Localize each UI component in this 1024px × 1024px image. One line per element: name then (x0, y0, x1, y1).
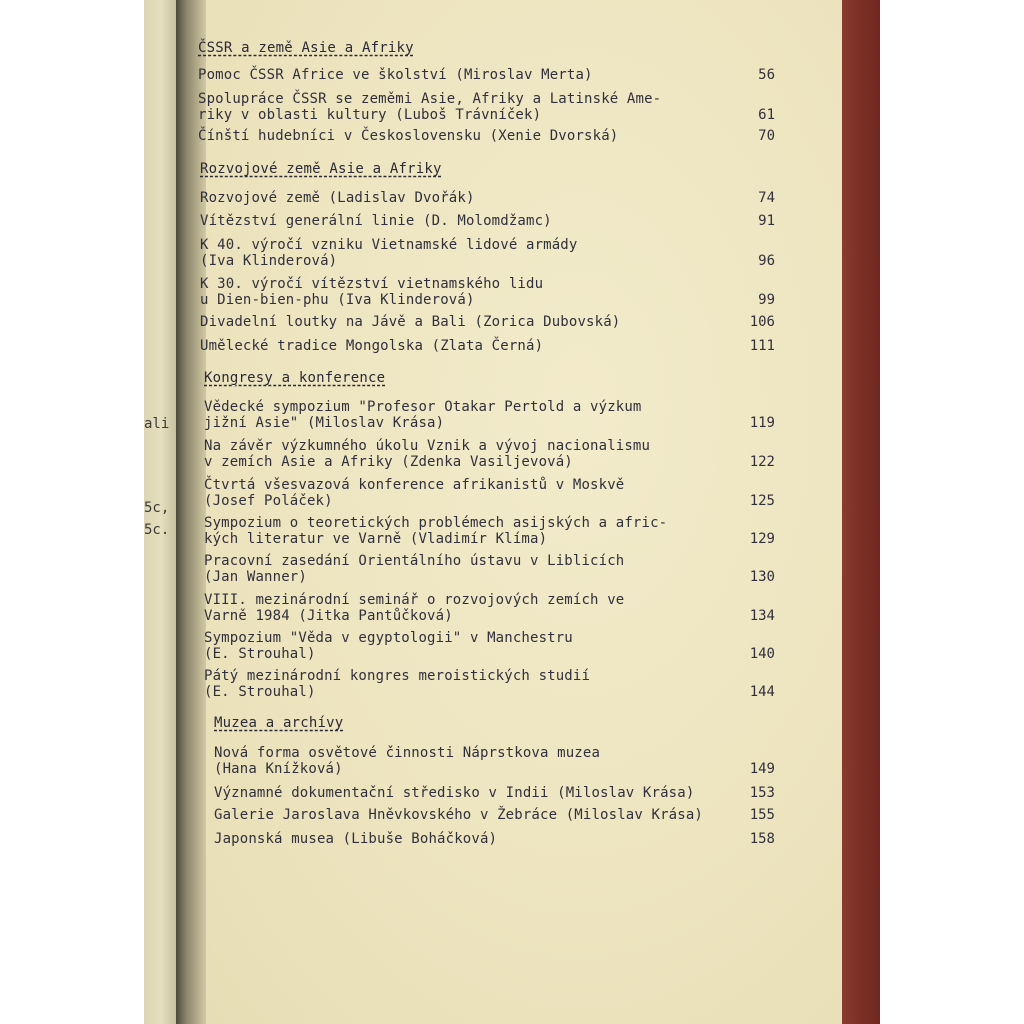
toc-page-number: 119 (749, 415, 775, 431)
toc-entry-text: Pracovní zasedání Orientálního ústavu v Liblicích (204, 553, 625, 569)
toc-page-number: 99 (758, 292, 775, 308)
toc-entry-text: K 30. výročí vítězství vietnamského lidu (200, 276, 544, 292)
toc-entry-text: (Josef Poláček) (204, 493, 333, 509)
toc-page-number: 129 (749, 531, 775, 547)
toc-page-number: 56 (758, 67, 775, 83)
toc-page-number: 122 (749, 454, 775, 470)
toc-page-number: 149 (749, 761, 775, 777)
toc-entry-text: Japonská musea (Libuše Boháčková) (214, 831, 498, 847)
toc-entry-text: Čínští hudebníci v Československu (Xenie Dvorská) (198, 128, 619, 144)
toc-entry-text: Rozvojové země (Ladislav Dvořák) (200, 190, 475, 206)
toc-entry-text: Pátý mezinárodní kongres meroistických studií (204, 668, 591, 684)
section-heading: Rozvojové země Asie a Afriky (200, 161, 442, 177)
toc-entry-text: Pomoc ČSSR Africe ve školství (Miroslav Merta) (198, 67, 593, 83)
toc-page-number: 91 (758, 213, 775, 229)
toc-entry-text: VIII. mezinárodní seminář o rozvojových zemích ve (204, 592, 625, 608)
toc-entry-text: Spolupráce ČSSR se zeměmi Asie, Afriky a Latinské Ame- (198, 91, 662, 107)
toc-entry-text: Varně 1984 (Jitka Pantůčková) (204, 608, 453, 624)
left-page-fragment: 5c. (144, 522, 170, 538)
toc-page-number: 144 (749, 684, 775, 700)
toc-entry-text: (Jan Wanner) (204, 569, 307, 585)
toc-entry-text: Umělecké tradice Mongolska (Zlata Černá) (200, 338, 544, 354)
toc-page-number: 111 (749, 338, 775, 354)
toc-page-number: 61 (758, 107, 775, 123)
toc-page-number: 155 (749, 807, 775, 823)
toc-entry-text: Sympozium o teoretických problémech asijských a afric- (204, 515, 668, 531)
left-page-fragment: 5c, (144, 500, 170, 516)
toc-entry-text: kých literatur ve Varně (Vladimír Klíma) (204, 531, 548, 547)
toc-entry-text: (E. Strouhal) (204, 684, 316, 700)
toc-page-number: 96 (758, 253, 775, 269)
toc-entry-text: Vědecké sympozium "Profesor Otakar Pertold a výzkum (204, 399, 642, 415)
toc-entry-text: Vítězství generální linie (D. Molomdžamc) (200, 213, 552, 229)
toc-page-number: 140 (749, 646, 775, 662)
toc-page-number: 125 (749, 493, 775, 509)
section-heading: Kongresy a konference (204, 370, 386, 386)
toc-page-number: 74 (758, 190, 775, 206)
left-page-fragment: ali (144, 416, 170, 432)
toc-entry-text: K 40. výročí vzniku Vietnamské lidové armády (200, 237, 578, 253)
toc-page-number: 158 (749, 831, 775, 847)
toc-entry-text: Čtvrtá všesvazová konference afrikanistů v Moskvě (204, 477, 625, 493)
toc-page-number: 153 (749, 785, 775, 801)
section-heading: Muzea a archívy (214, 715, 344, 731)
toc-entry-text: v zemích Asie a Afriky (Zdenka Vasiljevová) (204, 454, 573, 470)
toc-page-number: 130 (749, 569, 775, 585)
toc-page-number: 134 (749, 608, 775, 624)
toc-entry-text: Sympozium "Věda v egyptologii" v Manchestru (204, 630, 573, 646)
toc-entry-text: (E. Strouhal) (204, 646, 316, 662)
section-heading: ČSSR a země Asie a Afriky (198, 40, 414, 56)
toc-page-number: 106 (749, 314, 775, 330)
toc-entry-text: Nová forma osvětové činnosti Náprstkova muzea (214, 745, 601, 761)
toc-entry-text: u Dien-bien-phu (Iva Klinderová) (200, 292, 475, 308)
toc-entry-text: Divadelní loutky na Jávě a Bali (Zorica Dubovská) (200, 314, 621, 330)
toc-entry-text: (Hana Knížková) (214, 761, 343, 777)
toc-entry-text: Významné dokumentační středisko v Indii (Miloslav Krása) (214, 785, 695, 801)
toc-entry-text: riky v oblasti kultury (Luboš Trávníček) (198, 107, 542, 123)
toc-entry-text: jižní Asie" (Miloslav Krása) (204, 415, 445, 431)
toc-entry-text: (Iva Klinderová) (200, 253, 338, 269)
toc-entry-text: Na závěr výzkumného úkolu Vznik a vývoj nacionalismu (204, 438, 651, 454)
toc-entry-text: Galerie Jaroslava Hněvkovského v Žebráce (Miloslav Krása) (214, 807, 703, 823)
toc-page-number: 70 (758, 128, 775, 144)
